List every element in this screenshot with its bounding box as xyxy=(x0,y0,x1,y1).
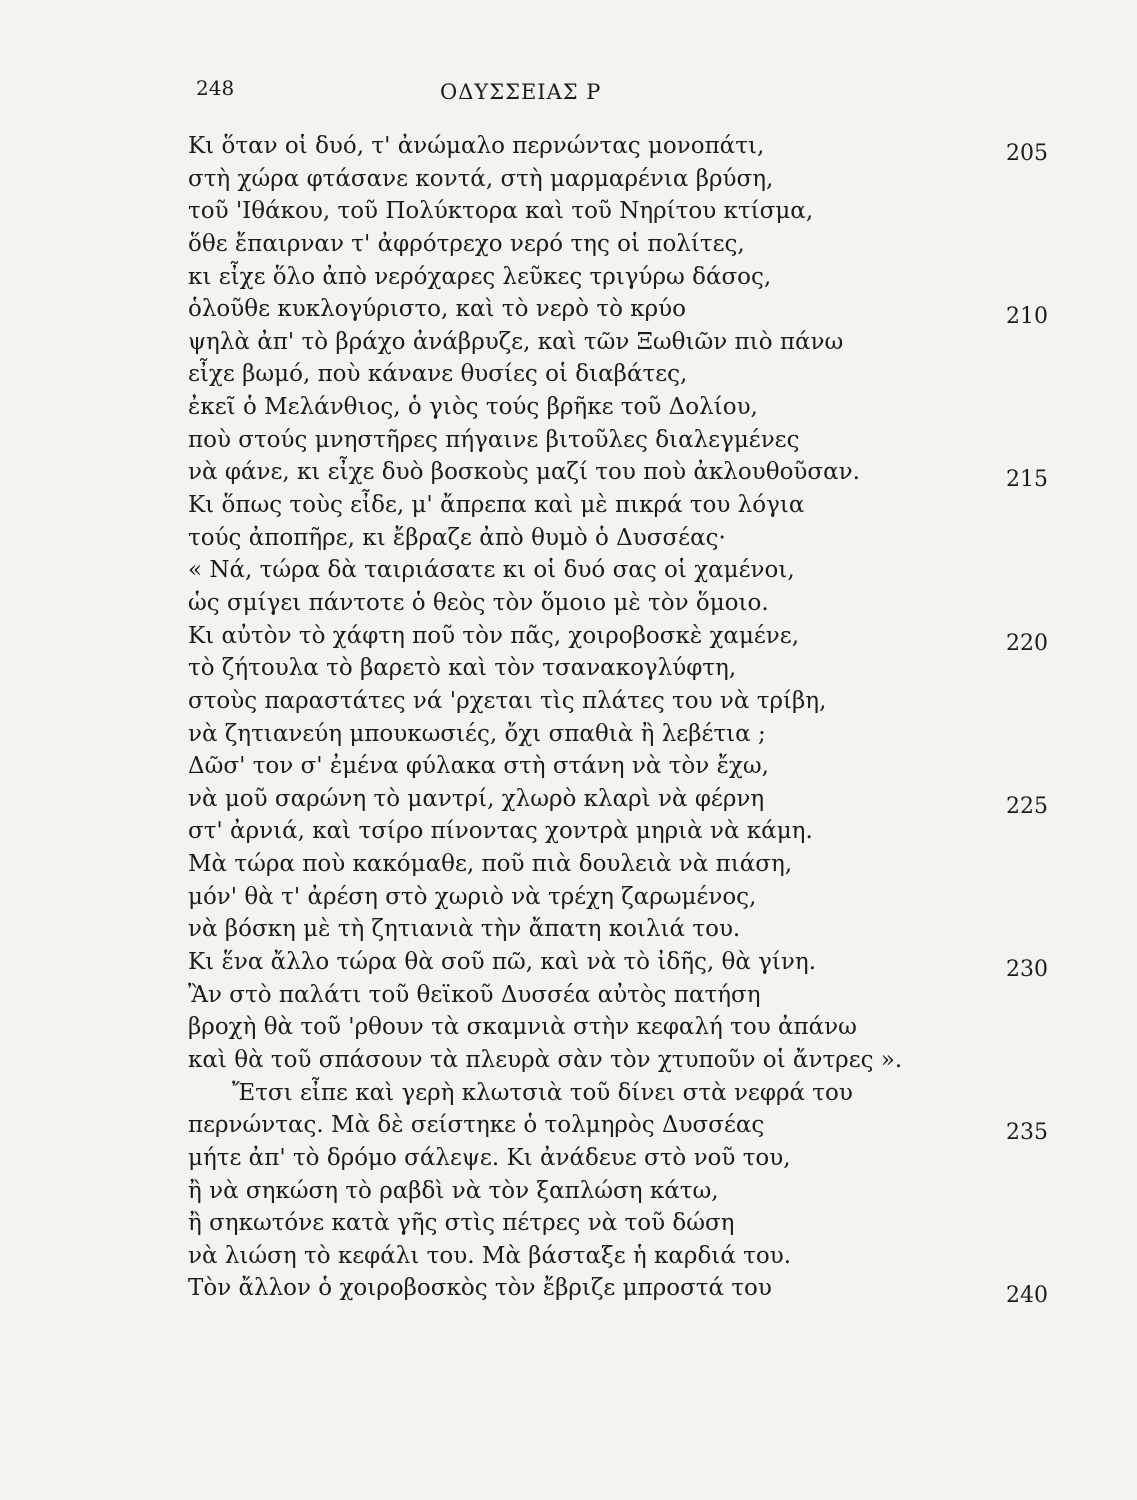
verse-line xyxy=(188,1207,1048,1240)
verse-text: κι εἶχε ὅλο ἀπὸ νερόχαρες λεῦκες τριγύρω δάσος, xyxy=(188,263,772,290)
verse-text: βροχὴ θὰ τοῦ 'ρθουν τὰ σκαμνιὰ στὴν κεφαλή του ἀπάνω xyxy=(188,1014,857,1041)
verse-text: στ' ἀρνιά, καὶ τσίρο πίνοντας χοντρὰ μηριὰ νὰ κάμη. xyxy=(188,818,813,845)
verse-text: νὰ ζητιανεύη μπουκωσιές, ὄχι σπαθιὰ ἢ λεβέτια ; xyxy=(188,720,766,747)
verse-line xyxy=(188,1011,1048,1044)
verse-text: ἢ νὰ σηκώση τὸ ραβδὶ νὰ τὸν ξαπλώση κάτω, xyxy=(188,1177,719,1204)
verse-text: Ἔτσι εἶπε καὶ γερὴ κλωτσιὰ τοῦ δίνει στὰ νεφρά του xyxy=(232,1079,853,1106)
line-number: 235 xyxy=(1006,1120,1048,1146)
verse-text: ὡς σμίγει πάντοτε ὁ θεὸς τὸν ὅμοιο μὲ τὸν ὅμοιο. xyxy=(188,589,769,616)
verse-line xyxy=(188,1109,1048,1146)
verse-text: νὰ φάνε, κι εἶχε δυὸ βοσκοὺς μαζί του ποὺ ἀκλουθοῦσαν. xyxy=(188,459,860,486)
verse-text: μόν' θὰ τ' ἀρέση στὸ χωριὸ νὰ τρέχη ζαρωμένος, xyxy=(188,883,757,910)
verse-text: περνώντας. Μὰ δὲ σείστηκε ὁ τολμηρὸς Δυσσέας xyxy=(188,1112,765,1139)
verse-line xyxy=(188,979,1048,1012)
line-number: 230 xyxy=(1006,957,1048,983)
verse-text: νὰ μοῦ σαρώνη τὸ μαντρί, χλωρὸ κλαρὶ νὰ φέρνη xyxy=(188,785,765,812)
verse-text: Κι ὅταν οἱ δυό, τ' ἀνώμαλο περνώντας μονοπάτι, xyxy=(188,133,765,159)
verse-text: ποὺ στούς μνηστῆρες πήγαινε βιτοῦλες διαλεγμένες xyxy=(188,426,800,453)
verse-text: καὶ θὰ τοῦ σπάσουν τὰ πλευρὰ σὰν τὸν χτυποῦν οἱ ἄντρες ». xyxy=(188,1046,903,1073)
verse-text: τὸ ζήτουλα τὸ βαρετὸ καὶ τὸν τσανακογλύφτη, xyxy=(188,655,737,682)
verse-line xyxy=(188,261,1048,294)
verse-line xyxy=(188,195,1048,228)
verse-line xyxy=(188,815,1048,848)
verse-text: εἶχε βωμό, ποὺ κάνανε θυσίες οἱ διαβάτες, xyxy=(188,361,688,388)
verse-text: Κι ὅπως τοὺς εἶδε, μ' ἄπρεπα καὶ μὲ πικρά του λόγια xyxy=(188,492,805,519)
verse-line xyxy=(188,718,1048,751)
verse-text: ἢ σηκωτόνε κατὰ γῆς στὶς πέτρες νὰ τοῦ δώση xyxy=(188,1210,735,1237)
verse-line xyxy=(188,489,1048,522)
verse-line xyxy=(188,228,1048,261)
running-title: ΟΔΥΣΣΕΙΑΣ Ρ xyxy=(440,80,602,104)
line-number: 220 xyxy=(1006,630,1048,656)
verse-line xyxy=(188,424,1048,457)
verse-text: Κι αὐτὸν τὸ χάφτη ποῦ τὸν πᾶς, χοιροβοσκὲ χαμένε, xyxy=(188,622,800,649)
verse-line xyxy=(188,750,1048,783)
verse-line xyxy=(188,913,1048,946)
verse-text: μήτε ἀπ' τὸ δρόμο σάλεψε. Κι ἀνάδευε στὸ νοῦ του, xyxy=(188,1144,791,1171)
verse-text: « Νά, τώρα δὰ ταιριάσατε κι οἱ δυό σας οἱ χαμένοι, xyxy=(188,557,795,584)
verse-line xyxy=(188,881,1048,914)
verse-text: Τὸν ἄλλον ὁ χοιροβοσκὸς τὸν ἔβριζε μπροστά του xyxy=(188,1275,772,1302)
verse-line xyxy=(188,1240,1048,1273)
line-number: 225 xyxy=(1006,793,1048,819)
verse-line xyxy=(188,652,1048,685)
verse-text: ἐκεῖ ὁ Μελάνθιος, ὁ γιὸς τούς βρῆκε τοῦ Δολίου, xyxy=(188,394,758,421)
verse-line xyxy=(188,1077,1048,1110)
verse-line xyxy=(188,456,1048,493)
line-number: 205 xyxy=(1006,141,1048,166)
page-number: 248 xyxy=(196,76,235,100)
verse-text: Δῶσ' τον σ' ἐμένα φύλακα στὴ στάνη νὰ τὸν ἔχω, xyxy=(188,753,769,780)
verse-text: στοὺς παραστάτες νά 'ρχεται τὶς πλάτες του νὰ τρίβη, xyxy=(188,687,827,714)
verse-line xyxy=(188,391,1048,424)
verse-line xyxy=(188,620,1048,656)
verse-line xyxy=(188,1142,1048,1175)
line-number: 240 xyxy=(1006,1283,1048,1309)
verse-text: Ἂν στὸ παλάτι τοῦ θεϊκοῦ Δυσσέα αὐτὸς πατήση xyxy=(188,981,761,1008)
verse-line xyxy=(188,326,1048,359)
verse-text: ὁλοῦθε κυκλογύριστο, καὶ τὸ νερὸ τὸ κρύο xyxy=(188,296,686,323)
verse-text: Κι ἕνα ἄλλο τώρα θὰ σοῦ πῶ, καὶ νὰ τὸ ἰδῆς, θὰ γίνη. xyxy=(188,949,817,976)
verse-line xyxy=(188,358,1048,391)
verse-line xyxy=(188,1044,1048,1077)
verse-text: τούς ἀποπῆρε, κι ἔβραζε ἀπὸ θυμὸ ὁ Δυσσέας· xyxy=(188,524,726,551)
verse-text: ψηλὰ ἀπ' τὸ βράχο ἀνάβρυζε, καὶ τῶν Ξωθιῶν πιὸ πάνω xyxy=(188,328,844,355)
verse-line xyxy=(188,293,1048,330)
verse-text: Μὰ τώρα ποὺ κακόμαθε, ποῦ πιὰ δουλειὰ νὰ πιάση, xyxy=(188,851,793,878)
verse-line xyxy=(188,685,1048,718)
verse-line xyxy=(188,163,1048,196)
verse-line xyxy=(188,848,1048,881)
verse-text: νὰ λιώση τὸ κεφάλι του. Μὰ βάσταξε ἡ καρδιά του. xyxy=(188,1242,792,1269)
verse-text: νὰ βόσκη μὲ τὴ ζητιανιὰ τὴν ἄπατη κοιλιά του. xyxy=(188,916,741,943)
verse-line xyxy=(188,1175,1048,1208)
verse-line xyxy=(188,554,1048,587)
verse-line xyxy=(188,130,1048,166)
verse-line xyxy=(188,783,1048,819)
line-number: 215 xyxy=(1006,467,1048,493)
line-number: 210 xyxy=(1006,304,1048,330)
verse-line xyxy=(188,587,1048,620)
verse-line xyxy=(188,522,1048,555)
verse-text: ὅθε ἔπαιρναν τ' ἀφρότρεχο νερό της οἱ πολίτες, xyxy=(188,230,745,257)
verse-text: τοῦ 'Ιθάκου, τοῦ Πολύκτορα καὶ τοῦ Νηρίτου κτίσμα, xyxy=(188,198,814,225)
poem-text xyxy=(188,130,1048,1309)
verse-line xyxy=(188,946,1048,983)
verse-text: στὴ χώρα φτάσανε κοντά, στὴ μαρμαρένια βρύση, xyxy=(188,165,774,192)
verse-line xyxy=(188,1272,1048,1309)
